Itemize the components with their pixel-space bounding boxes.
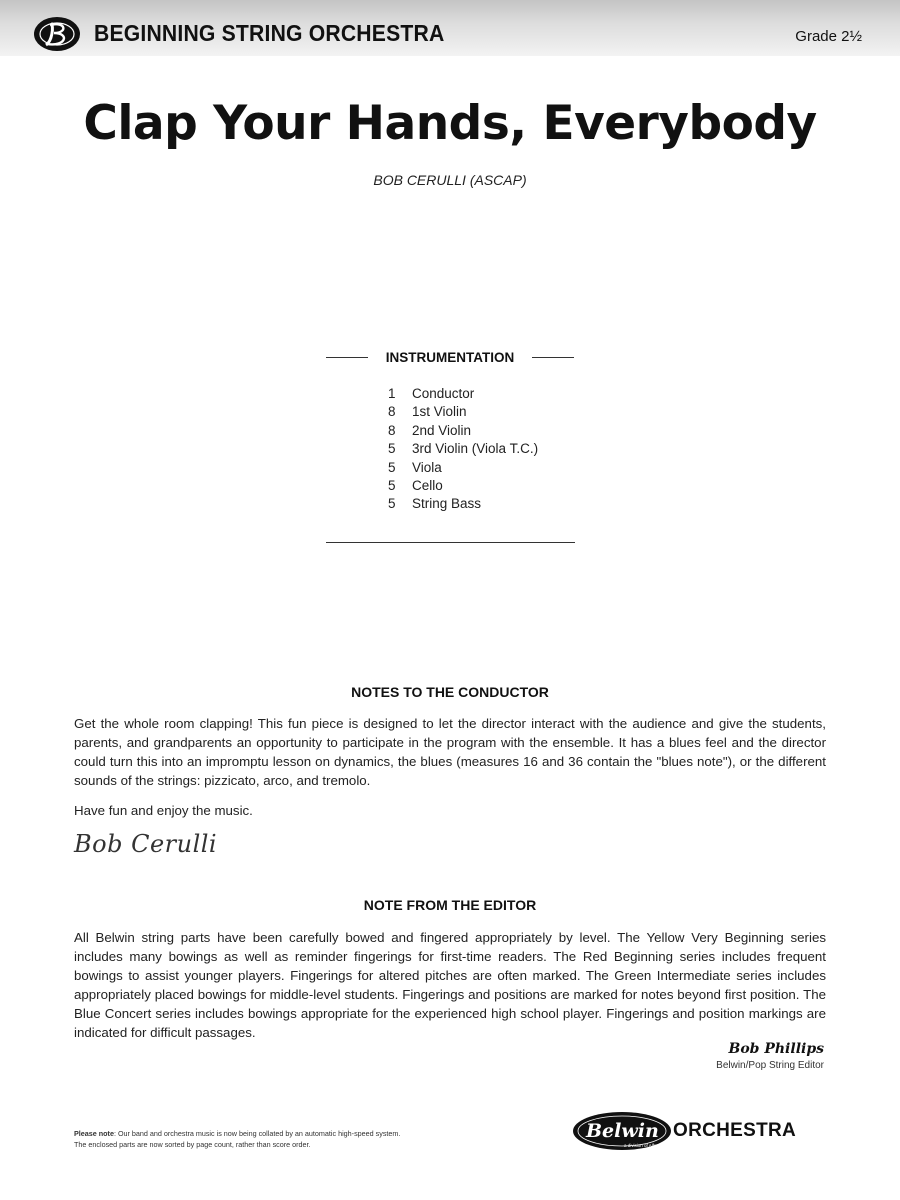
belwin-logo-tagline: a division of Alfred	[624, 1143, 661, 1148]
editor-note-heading: NOTE FROM THE EDITOR	[363, 897, 537, 913]
conductor-notes-heading: NOTES TO THE CONDUCTOR	[351, 684, 549, 700]
instrument-name: Viola	[412, 459, 442, 475]
instrument-name: 1st Violin	[412, 404, 467, 420]
instrument-qty: 5	[388, 459, 396, 475]
instrument-name: String Bass	[412, 496, 482, 512]
instrument-qty: 5	[388, 477, 396, 493]
belwin-orchestra-label: ORCHESTRA	[673, 1120, 797, 1141]
instrument-qty: 5	[388, 441, 396, 457]
instrument-name: 3rd Violin (Viola T.C.)	[412, 441, 539, 457]
collation-note-text: : Our band and orchestra music is now being collated by an automatic high-speed system.	[113, 1129, 401, 1138]
instrument-qty: 5	[388, 496, 396, 512]
editor-role: Belwin/Pop String Editor	[716, 1060, 824, 1071]
collation-note	[74, 1128, 514, 1150]
instrument-row	[384, 423, 604, 441]
instrument-qty: 8	[388, 404, 396, 420]
instrument-qty: 8	[388, 422, 396, 438]
editor-note-paragraph: All Belwin string parts have been carefully bowed and fingered appropriately by level. The Yellow Very Beginning series includes many bowings as well as reminder fingerings for first-time readers. The Red Beginning series includes frequent bowings to assist younger players. Fingerings for altered pitches are often marked. The Green Intermediate series includes appropriately placed bowings for middle-level students. Fingerings and positions are marked for notes beyond first position. The Blue Concert series includes bowings appropriate for the experienced high school player. Fingerings and position markings are indicated for difficult passages.	[74, 930, 826, 1040]
grade-label: Grade 2½	[795, 28, 862, 45]
belwin-logo-icon	[572, 1110, 672, 1152]
instrumentation-divider	[326, 542, 575, 543]
piece-title: Clap Your Hands, Everybody	[83, 96, 817, 151]
instrumentation-heading	[326, 348, 574, 366]
conductor-notes-paragraph: Get the whole room clapping! This fun piece is designed to let the director interact with the audience and give the students, parents, and grandparents an opportunity to participate in the program with the ensemble. It has a blues feel and the director could turn this into an impromptu lesson on dynamics, the blues (measures 16 and 36 contain the "blues note"), or the different sounds of the strings: pizzicato, arco, and tremolo.	[74, 716, 826, 788]
instrument-qty: 1	[388, 386, 396, 401]
collation-note-text-2: The enclosed parts are now sorted by page count, rather than score order.	[74, 1140, 311, 1149]
instrument-row	[384, 386, 604, 404]
composer-credit: BOB CERULLI (ASCAP)	[373, 172, 527, 188]
series-header-band	[0, 0, 900, 56]
heading-rule-right	[532, 357, 574, 358]
instrumentation-label: INSTRUMENTATION	[385, 349, 515, 365]
instrument-name: 2nd Violin	[412, 422, 472, 438]
conductor-notes-closing: Have fun and enjoy the music.	[74, 803, 253, 818]
instrument-row	[384, 496, 604, 514]
instrument-name: Conductor	[412, 386, 475, 401]
heading-rule-left	[326, 357, 368, 358]
composer-signature: Bob Cerulli	[74, 830, 218, 858]
instrument-row	[384, 404, 604, 422]
instrument-row	[384, 441, 604, 459]
instrument-row	[384, 478, 604, 496]
instrumentation-list	[384, 386, 604, 515]
collation-note-label: Please note	[74, 1129, 114, 1138]
instrument-row	[384, 460, 604, 478]
editor-signature: Bob Phillips	[728, 1041, 824, 1057]
series-title: BEGINNING STRING ORCHESTRA	[94, 20, 445, 46]
belwin-b-logo-icon	[32, 13, 82, 55]
instrument-name: Cello	[412, 477, 443, 493]
belwin-logo-wordmark: Belwin	[586, 1120, 659, 1142]
